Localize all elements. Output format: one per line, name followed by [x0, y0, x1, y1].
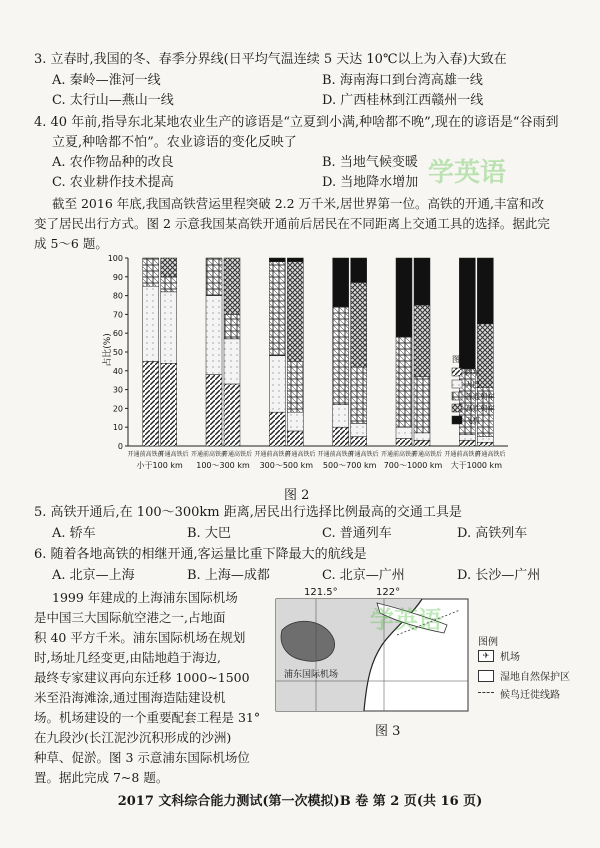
x-tick-label-before: 开通前高铁前 [254, 451, 291, 458]
bar-segment [224, 314, 240, 338]
bar-segment [269, 262, 285, 356]
bar-segment [351, 258, 367, 282]
legend-swatch [452, 380, 462, 388]
intro78-line: 种草、促淤。图 3 示意浦东国际机场位 [34, 750, 250, 765]
intro78-line: 积 40 平方千米。浦东国际机场在规划 [34, 630, 246, 645]
bar-segment [351, 367, 367, 423]
x-tick-label-after: 开通高铁后 [221, 451, 253, 458]
intro78-line: 是中国三大国际航空港之一,占地面 [34, 610, 226, 625]
y-tick-label: 90 [112, 272, 123, 282]
bar-segment [459, 435, 475, 441]
x-tick-label-before: 开通前高铁前 [317, 451, 354, 458]
bar-segment [459, 440, 475, 446]
bar-segment [161, 258, 177, 277]
q6-option-c: C. 北京—广州 [322, 568, 405, 583]
figure-3-caption: 图 3 [375, 724, 401, 739]
bar-segment [206, 296, 222, 375]
y-tick-label: 70 [112, 310, 123, 320]
intro78-line: 最终专家建议再向东迁移 1000~1500 [34, 670, 250, 685]
intro78-line: 场。机场建设的一个重要配套工程是 31° [34, 710, 261, 725]
intro78-paragraph [34, 588, 270, 788]
bar-segment [477, 442, 493, 446]
intro78-line: 米至沿海滩涂,通过围海造陆建设机 [34, 690, 226, 705]
bar-segment [459, 258, 475, 369]
map-legend-airport: 机场 [500, 652, 520, 663]
q3-stem: 3. 立春时,我国的冬、春季分界线(日平均气温连续 5 天达 10℃以上为入春)大致在 [34, 52, 507, 67]
q5-option-b: B. 大巴 [187, 526, 231, 541]
legend-swatch [452, 416, 462, 424]
intro56-line1: 截至 2016 年底,我国高铁营运里程突破 2.2 万千米,居世界第一位。高铁的开通,丰富和改 [52, 196, 545, 211]
page-footer: 2017 文科综合能力测试(第一次模拟)B 卷 第 2 页(共 16 页) [117, 794, 483, 809]
q4-option-b: B. 当地气候变暖 [322, 155, 418, 170]
x-tick-label-after: 开通高铁后 [348, 451, 379, 458]
q5-option-c: C. 普通列车 [322, 526, 392, 541]
bar-segment [269, 258, 285, 262]
x-tick-label-before: 开通前高铁前 [190, 451, 228, 458]
x-distance-label: 大于1000 km [450, 461, 502, 470]
q3-option-a: A. 秦岭—淮河一线 [52, 73, 161, 88]
y-tick-label: 0 [117, 442, 123, 451]
q4-option-a: A. 农作物品种的改良 [52, 155, 174, 170]
bar-segment [477, 258, 493, 324]
q6-option-a: A. 北京—上海 [52, 568, 135, 583]
bar-segment [351, 423, 367, 436]
bar-segment [224, 258, 240, 314]
legend-entry: 普通列车 [465, 392, 495, 401]
bar-segment [287, 361, 303, 412]
bar-segment [143, 361, 159, 446]
intro78-line: 置。据此完成 7~8 题。 [34, 770, 169, 785]
q3-option-d: D. 广西桂林到江西赣州一线 [322, 93, 484, 108]
x-tick-label-after: 开通高铁后 [411, 451, 443, 458]
q3-option-c: C. 太行山—燕山一线 [52, 93, 174, 108]
bar-segment [143, 286, 159, 361]
y-tick-label: 40 [112, 366, 123, 376]
x-tick-label-before: 开通前高铁前 [444, 451, 481, 458]
bar-segment [414, 440, 430, 446]
airport-place-label: 浦东国际机场 [284, 670, 339, 680]
intro78-line: 在九段沙(长江泥沙沉积形成的沙洲) [34, 730, 232, 745]
wetland-swatch-icon [478, 670, 494, 682]
q5-stem: 5. 高铁开通后,在 100～300km 距离,居民出行选择比例最高的交通工具是 [34, 505, 462, 520]
bar-segment [269, 412, 285, 446]
q6-stem: 6. 随着各地高铁的相继开通,客运量比重下降最大的航线是 [34, 547, 367, 562]
bar-segment [161, 363, 177, 446]
figure-2-chart [60, 250, 530, 482]
q4-option-c: C. 农业耕作技术提高 [52, 175, 174, 190]
bar-segment [206, 375, 222, 446]
x-distance-label: 100～300 km [196, 461, 250, 470]
y-tick-label: 50 [112, 348, 123, 357]
intro56-line3: 成 5～6 题。 [34, 236, 108, 251]
lon-label-1: 121.5° [304, 587, 338, 598]
bar-segment [396, 337, 412, 427]
bar-segment [161, 292, 177, 363]
figure-2-caption: 图 2 [284, 488, 310, 503]
q3-option-b: B. 海南海口到台湾高雄一线 [322, 73, 483, 88]
q6-option-b: B. 上海—成都 [187, 568, 270, 583]
bar-segment [333, 307, 349, 405]
bar-segment [287, 258, 303, 262]
bar-segment [396, 427, 412, 438]
bar-segment [269, 356, 285, 412]
map-legend-wetland: 湿地自然保护区 [500, 672, 570, 683]
q4-option-d: D. 当地降水增加 [322, 175, 419, 190]
x-distance-label: 500～700 km [322, 461, 377, 470]
x-distance-label: 700～1000 km [383, 461, 443, 470]
bar-segment [287, 412, 303, 431]
y-tick-label: 30 [112, 385, 123, 395]
bar-segment [396, 258, 412, 337]
bar-segment [206, 258, 222, 296]
watermark-logo: 学英语 [370, 606, 442, 634]
bar-segment [477, 437, 493, 443]
migration-line-icon [478, 692, 494, 693]
q4-stem-line1: 4. 40 年前,指导东北某地农业生产的谚语是“立夏到小满,种啥都不晚”,现在的谚语是“谷雨到 [34, 115, 559, 130]
q6-option-d: D. 长沙—广州 [457, 568, 541, 583]
legend-swatch [452, 392, 462, 400]
y-tick-label: 20 [112, 404, 123, 414]
bar-segment [333, 405, 349, 428]
x-tick-label-after: 开通高铁后 [285, 451, 316, 458]
bar-segment [477, 324, 493, 388]
bar-segment [287, 262, 303, 362]
map-legend-migration: 候鸟迁徙线路 [500, 690, 560, 701]
y-tick-label: 100 [107, 254, 123, 263]
q5-option-a: A. 轿车 [52, 526, 96, 541]
lon-label-2: 122° [376, 587, 401, 598]
x-tick-label-after: 开通高铁后 [475, 451, 506, 458]
bar-segment [351, 437, 367, 446]
intro56-line2: 变了居民出行方式。图 2 示意我国某高铁开通前后居民在不同距离上交通工具的选择。据此完 [34, 216, 550, 231]
bar-segment [414, 305, 430, 376]
bar-segment [351, 282, 367, 367]
intro78-line: 时,场址几经变更,由陆地趋于海边, [34, 650, 221, 665]
map-legend-title: 图例 [478, 637, 498, 648]
bar-segment [287, 431, 303, 446]
x-tick-label-after: 开通高铁后 [158, 451, 189, 458]
legend-swatch [452, 368, 462, 376]
bar-segment [414, 433, 430, 441]
legend-swatch [452, 404, 462, 412]
bar-segment [161, 277, 177, 292]
intro78-line: 1999 年建成的上海浦东国际机场 [52, 590, 238, 605]
q4-stem-line2: 立夏,种啥都不怕”。农业谚语的变化反映了 [52, 135, 297, 150]
q5-option-d: D. 高铁列车 [457, 526, 528, 541]
legend-entry: 高铁列车 [465, 404, 495, 413]
legend-entry: 飞机 [465, 416, 480, 425]
bar-segment [143, 258, 159, 286]
bar-segment [333, 427, 349, 446]
bar-segment [224, 339, 240, 384]
watermark-logo: 学英语 [428, 158, 507, 188]
x-tick-label-before: 开通前高铁前 [380, 451, 418, 458]
bar-segment [414, 376, 430, 432]
legend-entry: 轿车 [465, 368, 480, 377]
bar-segment [414, 258, 430, 305]
x-tick-label-before: 开通前高铁前 [127, 451, 164, 458]
legend-entry: 大巴 [465, 380, 480, 389]
x-distance-label: 300～500 km [259, 461, 314, 470]
x-distance-label: 小于100 km [136, 461, 183, 470]
airport-icon: ✈ [478, 650, 494, 662]
bar-segment [224, 384, 240, 446]
bar-segment [333, 258, 349, 307]
y-tick-label: 60 [112, 329, 123, 339]
y-tick-label: 80 [112, 291, 123, 301]
y-tick-label: 10 [112, 423, 123, 433]
legend-title: 图例 [452, 355, 468, 364]
y-axis-label: 占比(%) [103, 333, 113, 367]
bar-segment [396, 438, 412, 446]
